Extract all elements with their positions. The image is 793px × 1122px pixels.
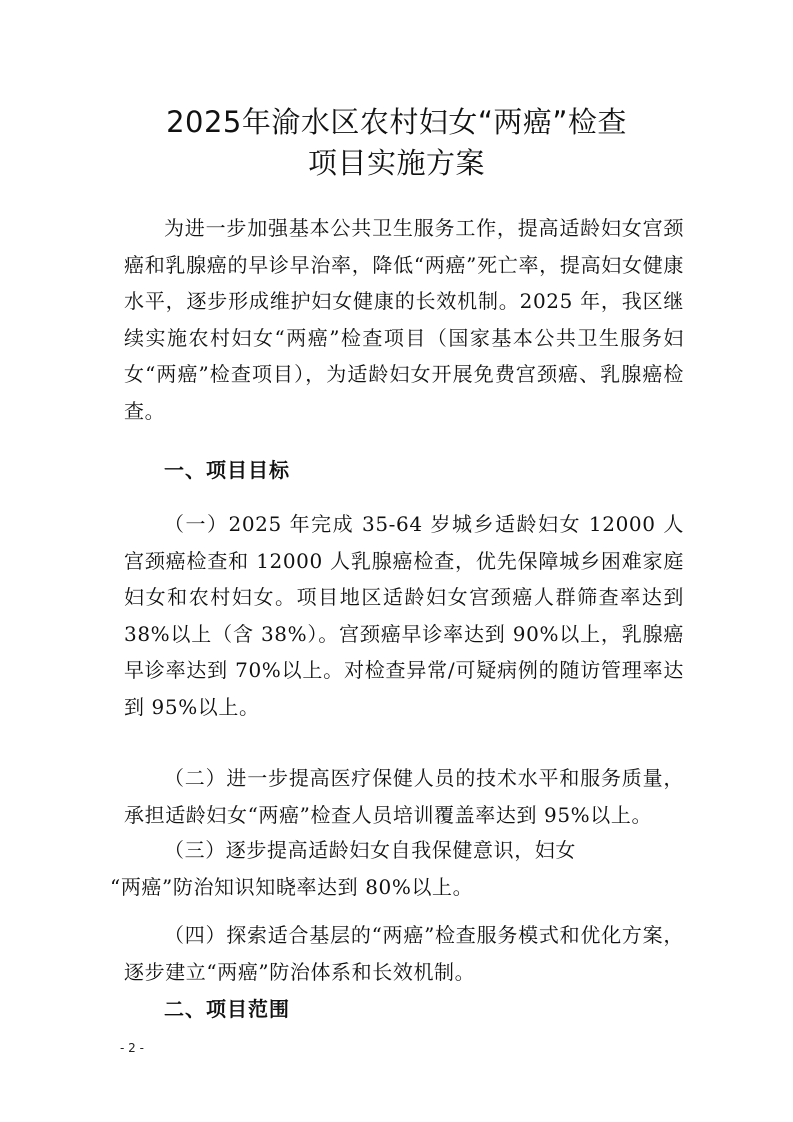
- page-number: - 2 -: [120, 1041, 144, 1055]
- goal-paragraph-1: （一）2025 年完成 35-64 岁城乡适龄妇女 12000 人宫颈癌检查和 12000 人乳腺癌检查，优先保障城乡困难家庭妇女和农村妇女。项目地区适龄妇女宫颈癌人群筛查率达到 38%以上（含 38%）。宫颈癌早诊率达到 90%以上，乳腺癌早诊率达到 70%以上。对检查异常/可疑病例的随访管理率达到 95%以上。: [124, 512, 684, 719]
- section-heading-scope: 二、项目范围: [164, 997, 290, 1021]
- goal-paragraph-3: [110, 832, 684, 905]
- goal-paragraph-3-line1: （三）逐步提高适龄妇女自我保健意识，妇女: [164, 838, 576, 862]
- goal-paragraph-3-line2: “两癌”防治知识知晓率达到 80%以上。: [110, 874, 474, 899]
- goal-paragraph-2: （二）进一步提高医疗保健人员的技术水平和服务质量，承担适龄妇女“两癌”检查人员培训覆盖率达到 95%以上。: [124, 766, 684, 827]
- section-heading-goals: 一、项目目标: [164, 458, 290, 482]
- goal-paragraph-4: （四）探索适合基层的“两癌”检查服务模式和优化方案，逐步建立“两癌”防治体系和长效机制。: [124, 923, 684, 984]
- intro-paragraph: 为进一步加强基本公共卫生服务工作，提高适龄妇女宫颈癌和乳腺癌的早诊早治率，降低“两癌”死亡率，提高妇女健康水平，逐步形成维护妇女健康的长效机制。2025 年，我区继续实施农村妇女“两癌”检查项目（国家基本公共卫生服务妇女“两癌”检查项目），为适龄妇女开展免费宫颈癌、乳腺癌检查。: [124, 216, 684, 423]
- document-title-line2: 项目实施方案: [307, 146, 485, 180]
- document-title-line1: 2025年渝水区农村妇女“两癌”检查: [166, 105, 627, 139]
